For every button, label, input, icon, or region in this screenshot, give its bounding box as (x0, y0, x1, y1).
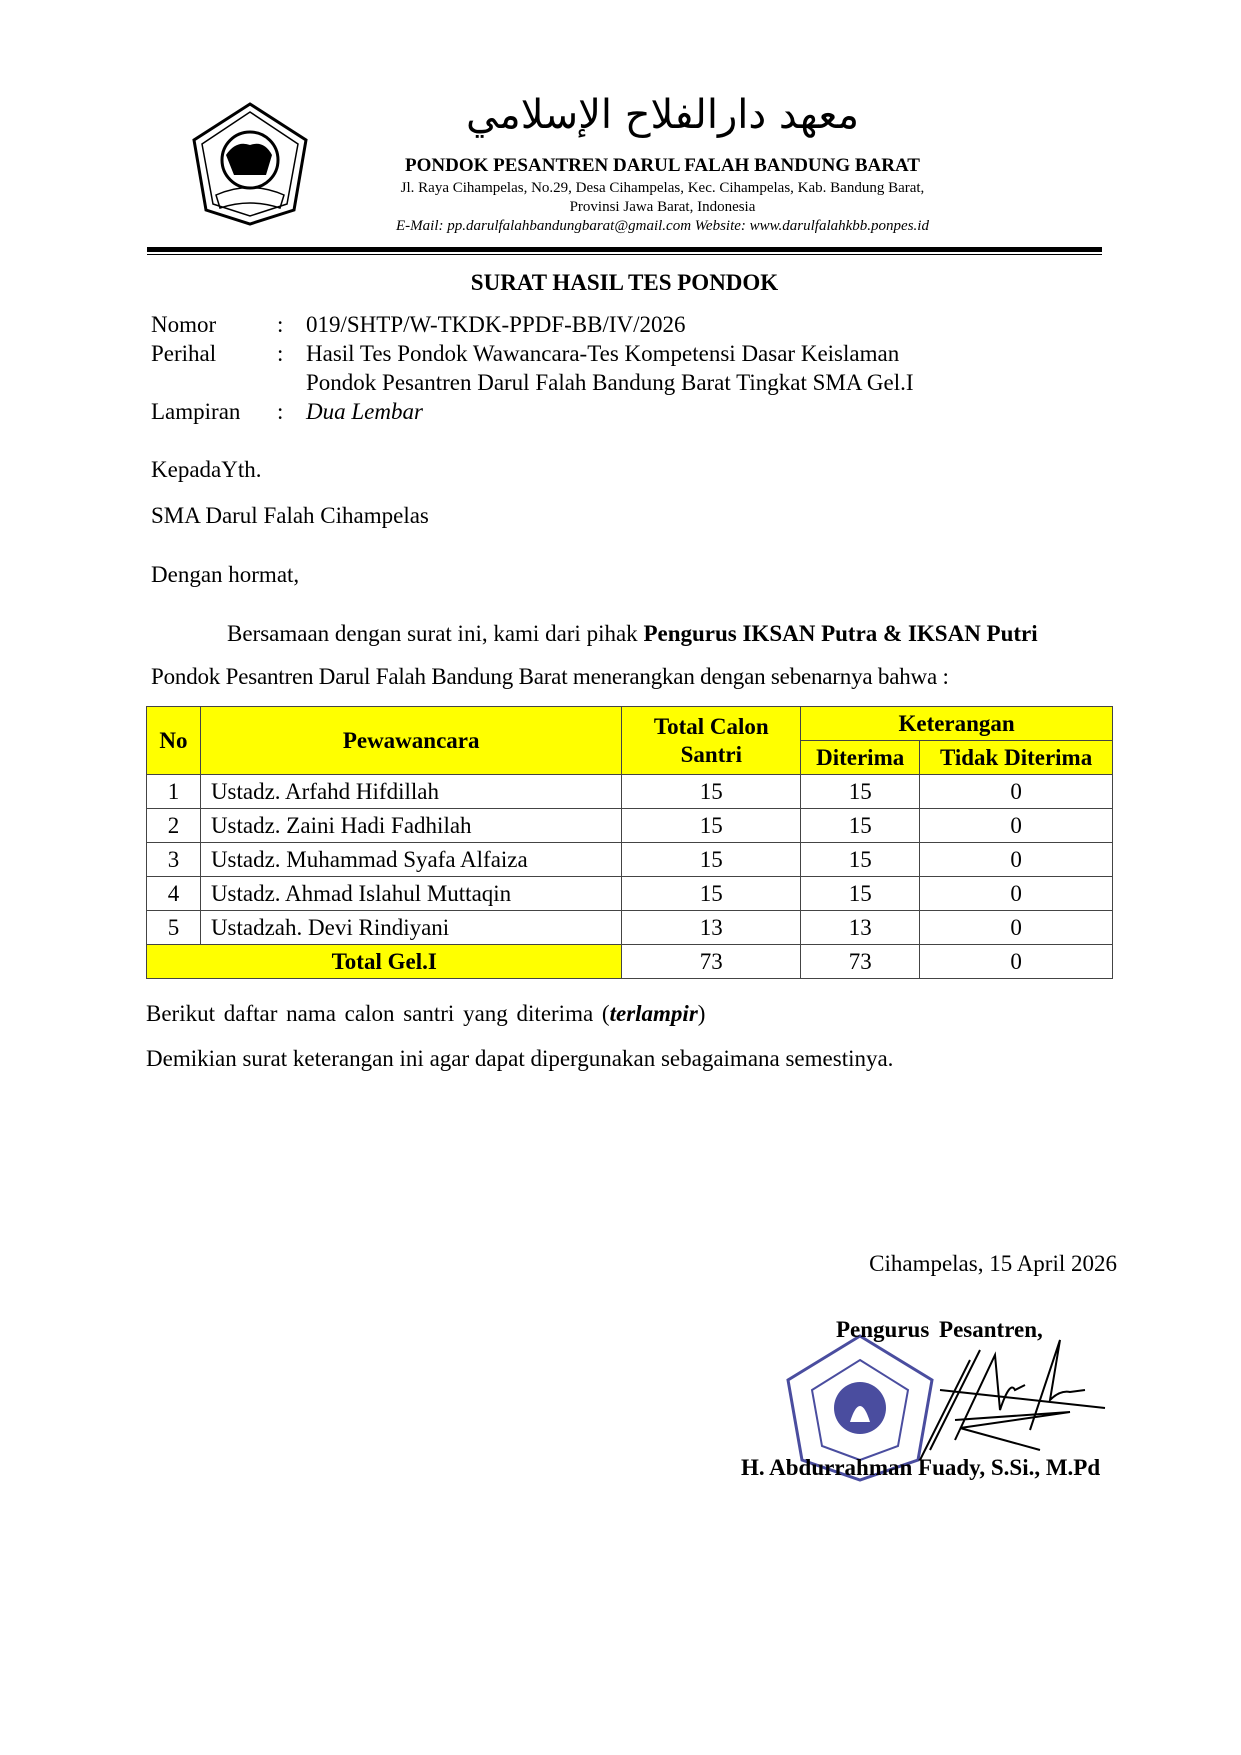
paragraph-bold: Pengurus IKSAN Putra & IKSAN Putri (643, 621, 1038, 646)
total-count: 73 (622, 945, 801, 979)
place-date: Cihampelas, 15 April 2026 (869, 1251, 1117, 1276)
institution-name: PONDOK PESANTREN DARUL FALAH BANDUNG BARAT (405, 155, 920, 176)
row-total: 15 (622, 809, 801, 843)
row-accepted: 13 (801, 911, 920, 945)
table-row (147, 877, 1113, 911)
row-no: 4 (147, 877, 201, 911)
arabic-institution-name: معهد دارالفلاح الإسلامي (465, 92, 860, 138)
row-no: 3 (147, 843, 201, 877)
meta-label-lampiran: Lampiran (151, 399, 241, 424)
total-accepted: 73 (801, 945, 920, 979)
signature (900, 1320, 1115, 1470)
table-row (147, 775, 1113, 809)
row-name: Ustadz. Ahmad Islahul Muttaqin (200, 877, 621, 911)
greeting: Dengan hormat, (151, 562, 300, 587)
signer-title: Pengurus Pesantren, (836, 1317, 1043, 1342)
result-table (146, 706, 1113, 979)
header-interviewer: Pewawancara (200, 707, 621, 775)
table-row (147, 911, 1113, 945)
total-rejected: 0 (920, 945, 1113, 979)
row-rejected: 0 (920, 775, 1113, 809)
row-total: 13 (622, 911, 801, 945)
header-remarks: Keterangan (801, 707, 1113, 741)
total-label: Total Gel.I (147, 945, 622, 979)
meta-colon: : (277, 399, 284, 424)
meta-value-perihal-line2: Pondok Pesantren Darul Falah Bandung Barat Tingkat SMA Gel.I (306, 370, 914, 395)
row-accepted: 15 (801, 775, 920, 809)
recipient-prefix: KepadaYth. (151, 457, 262, 482)
header-no: No (147, 707, 201, 775)
row-no: 5 (147, 911, 201, 945)
after-table-end: ) (697, 1001, 706, 1026)
closing-text: Demikian surat keterangan ini agar dapat dipergunakan sebagaimana semestinya. (146, 1046, 894, 1071)
row-name: Ustadz. Arfahd Hifdillah (200, 775, 621, 809)
meta-label-perihal: Perihal (151, 341, 217, 366)
row-name: Ustadzah. Devi Rindiyani (200, 911, 621, 945)
contact-info: E-Mail: pp.darulfalahbandungbarat@gmail.com Website: www.darulfalahkbb.ponpes.id (396, 218, 929, 234)
row-no: 1 (147, 775, 201, 809)
after-table-emphasis: terlampir (609, 1001, 698, 1026)
row-rejected: 0 (920, 809, 1113, 843)
paragraph-text: Bersamaan dengan surat ini, kami dari pihak (227, 621, 644, 646)
meta-colon: : (277, 341, 284, 366)
row-total: 15 (622, 775, 801, 809)
meta-value-nomor: 019/SHTP/W-TKDK-PPDF-BB/IV/2026 (306, 312, 686, 337)
meta-label-nomor: Nomor (151, 312, 217, 337)
meta-value-lampiran: Dua Lembar (306, 399, 423, 424)
header-total: Total Calon Santri (622, 707, 801, 775)
row-name: Ustadz. Muhammad Syafa Alfaiza (200, 843, 621, 877)
meta-colon: : (277, 312, 284, 337)
table-row (147, 843, 1113, 877)
row-rejected: 0 (920, 877, 1113, 911)
recipient: SMA Darul Falah Cihampelas (151, 503, 429, 528)
institution-logo (186, 100, 314, 228)
row-no: 2 (147, 809, 201, 843)
after-table-start: Berikut daftar nama calon santri yang diterima ( (146, 1001, 610, 1026)
row-rejected: 0 (920, 843, 1113, 877)
address-line-2: Provinsi Jawa Barat, Indonesia (569, 199, 756, 215)
paragraph-line-1 (227, 621, 1038, 647)
row-name: Ustadz. Zaini Hadi Fadhilah (200, 809, 621, 843)
signer-name: H. Abdurrahman Fuady, S.Si., M.Pd (741, 1455, 1101, 1480)
row-rejected: 0 (920, 911, 1113, 945)
row-accepted: 15 (801, 809, 920, 843)
header-rejected: Tidak Diterima (920, 741, 1113, 775)
paragraph-line-2: Pondok Pesantren Darul Falah Bandung Barat menerangkan dengan sebenarnya bahwa : (151, 664, 949, 689)
row-accepted: 15 (801, 843, 920, 877)
header-divider-thick (147, 247, 1102, 252)
address-line-1: Jl. Raya Cihampelas, No.29, Desa Cihampelas, Kec. Cihampelas, Kab. Bandung Barat, (400, 180, 925, 196)
table-row (147, 809, 1113, 843)
letter-title: SURAT HASIL TES PONDOK (470, 270, 779, 295)
after-table-text (146, 1001, 705, 1027)
header-accepted: Diterima (801, 741, 920, 775)
row-accepted: 15 (801, 877, 920, 911)
meta-value-perihal: Hasil Tes Pondok Wawancara-Tes Kompetensi Dasar Keislaman (306, 341, 900, 366)
table-total-row (147, 945, 1113, 979)
header-divider-thin (147, 254, 1102, 255)
row-total: 15 (622, 877, 801, 911)
row-total: 15 (622, 843, 801, 877)
